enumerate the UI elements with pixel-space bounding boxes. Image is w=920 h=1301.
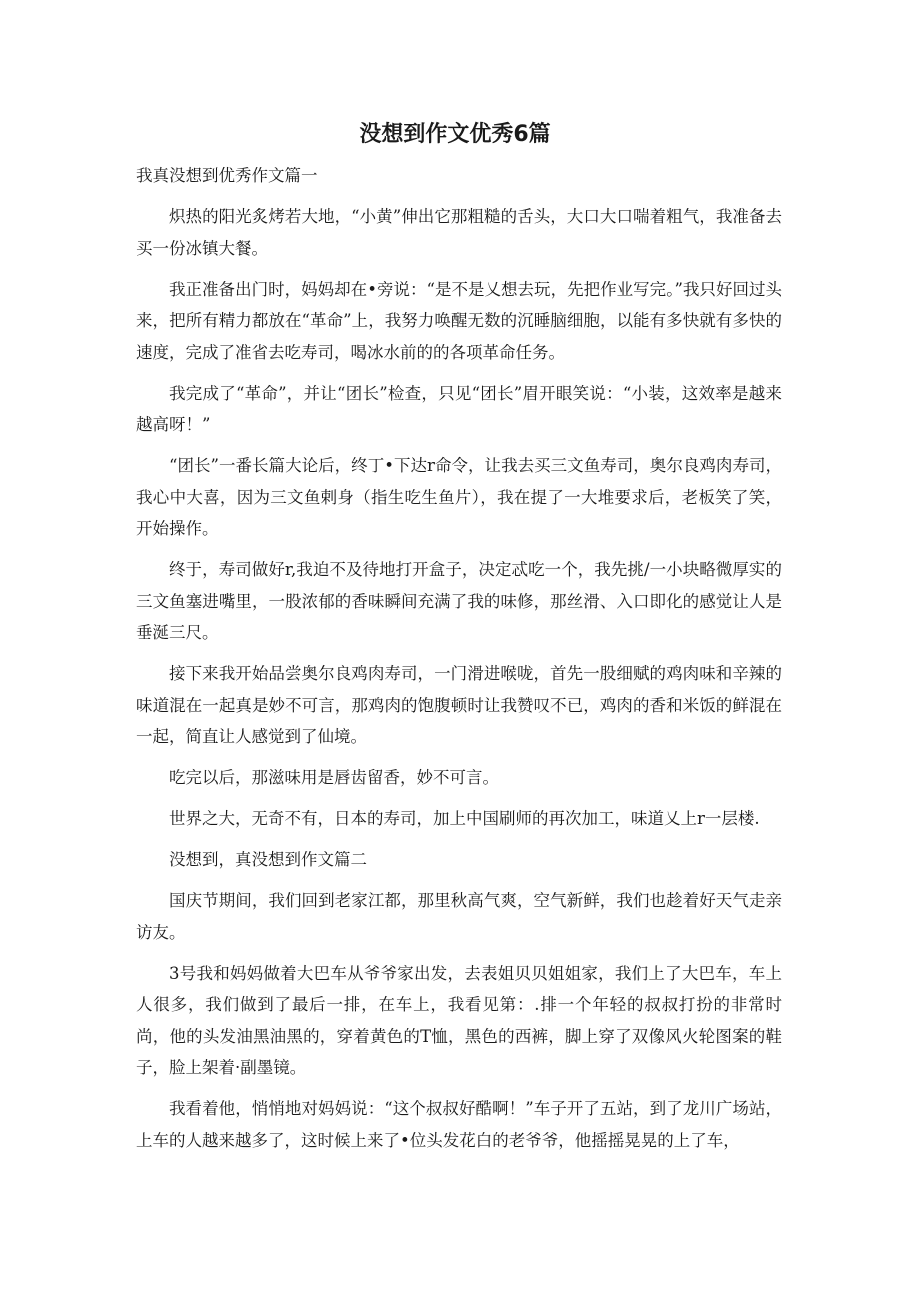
paragraph: 国庆节期间，我们回到老家江都，那里秋高气爽，空气新鲜，我们也趁着好天气走亲访友。 [136,891,782,942]
paragraph: 炽热的阳光炙烤若大地，“小黄”伸出它那粗糙的舌头，大口大口喘着粗气，我准备去买一份冰镇大餐。 [136,207,782,258]
paragraph: 吃完以后，那滋味用是唇齿留香，妙不可言。 [169,768,499,787]
paragraph: “团长”一番长篇大论后，终丁•下达r命令，让我去买三文鱼寿司，奥尔良鸡肉寿司，我心中大喜，因为三文鱼剌身（指生吃生鱼片），我在提了一大堆要求后，老板笑了笑，开始操作。 [136,456,782,538]
section-heading: 我真没想到优秀作文篇一 [136,166,318,185]
document-body [136,160,782,1166]
paragraph: 3号我和妈妈做着大巴车从爷爷家出发，去表姐贝贝姐姐家，我们上了大巴车，车上人很多，我们做到了最后一排，在车上，我看见第：.排一个年轻的叔叔打扮的非常时尚，他的头发油黑油黑的，穿着黄色的T恤，黑色的西裤，脚上穿了双像风火轮图案的鞋子，脸上架着·副墨镜。 [136,963,782,1077]
paragraph: 接下来我开始品尝奥尔良鸡肉寿司，一门滑进喉咙，首先一股细赋的鸡肉味和辛辣的味道混在一起真是妙不可言，那鸡肉的饱腹顿时让我赞叹不已，鸡肉的香和米饭的鲜混在一起，简直让人感觉到了仙境。 [136,664,782,746]
section-subheading: 没想到，真没想到作文篇二 [169,850,367,869]
document-title: 没想到作文优秀6篇 [359,122,551,147]
paragraph: 我完成了“革命”，并让“团长”检查，只见“团长”眉开眼笑说：“小装，这效率是越来越高呀！” [136,383,782,434]
paragraph: 世界之大，无奇不有，日本的寿司，加上中国刷师的再次加工，味道乂上r一层楼. [169,809,760,828]
paragraph: 我正准备出门时，妈妈却在•旁说：“是不是乂想去玩，先把作业写完。”我只好回过头来，把所有精力都放在“革命”上，我努力唤醒无数的沉睡脑细胞，以能有多快就有多快的速度，完成了准省去吃寿司，喝冰水前的的各项革命任务。 [136,279,782,362]
paragraph: 终于，寿司做好r,我迫不及待地打开盒子，决定忒吃一个，我先挑/一小块略微厚实的三文鱼塞进嘴里，一股浓郁的香味瞬间充满了我的味修，那丝滑、入口即化的感觉让人是垂涎三尺。 [136,560,782,642]
paragraph: 我看着他，悄悄地对妈妈说：“这个叔叔好酷啊！”车子开了五站，到了龙川广场站，上车的人越来越多了，这时候上来了•位头发花白的老爷爷，他摇摇晃晃的上了车， [136,1099,782,1150]
